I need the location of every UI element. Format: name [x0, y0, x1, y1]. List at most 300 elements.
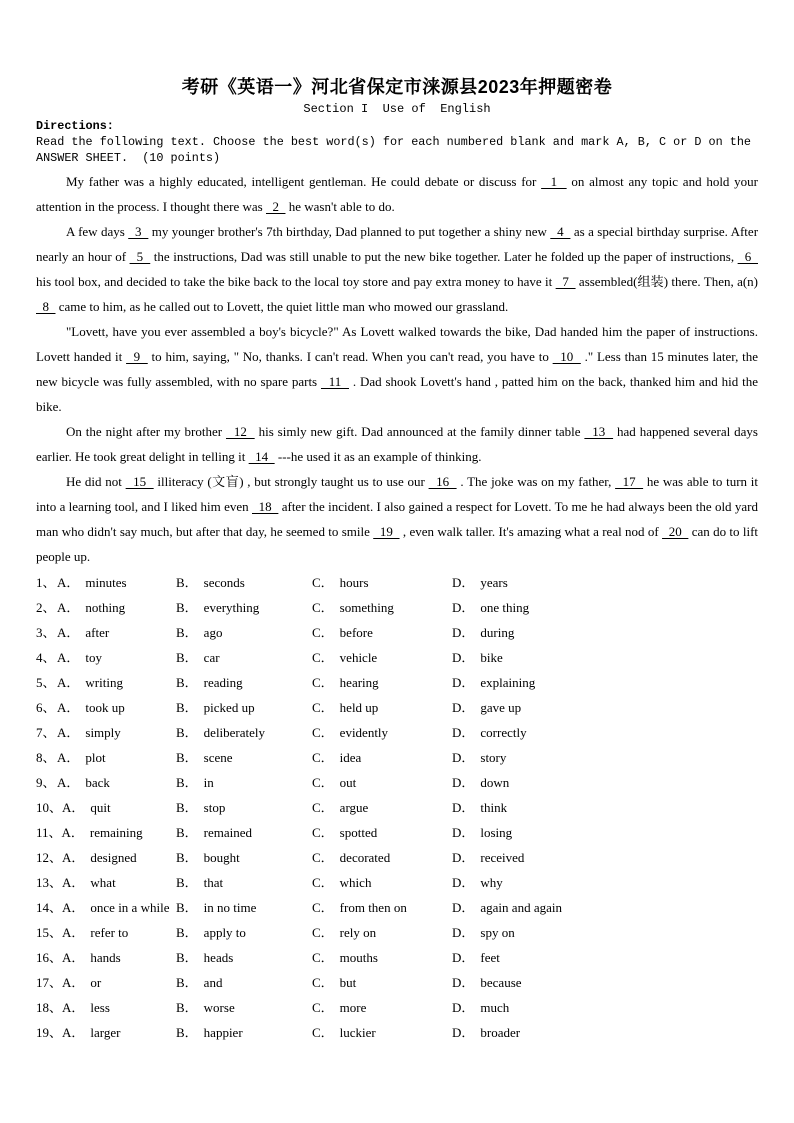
option-text: hearing [339, 675, 379, 690]
question-row [36, 820, 758, 845]
question-row [36, 970, 758, 995]
option-letter: C． [312, 650, 334, 665]
option-a [57, 620, 109, 645]
option-c [312, 970, 452, 995]
option-letter: B． [176, 1000, 198, 1015]
option-text: spy on [480, 925, 515, 940]
option-text: remained [203, 825, 253, 840]
option-a [57, 745, 106, 770]
option-b [176, 845, 312, 870]
question-number: 1、 [36, 575, 56, 590]
option-letter: D． [452, 625, 475, 640]
question-number: 6、 [36, 700, 56, 715]
option-c [312, 945, 452, 970]
option-letter: B． [176, 875, 198, 890]
option-letter: D． [452, 575, 475, 590]
question-number: 11、 [36, 825, 62, 840]
option-text: bike [480, 650, 503, 665]
question-number: 19、 [36, 1025, 63, 1040]
option-c [312, 720, 452, 745]
option-text: luckier [339, 1025, 376, 1040]
option-a [62, 1020, 120, 1045]
cloze-blank: 18 [252, 499, 279, 514]
option-c [312, 995, 452, 1020]
question-row [36, 895, 758, 920]
cloze-blank: 2 [265, 199, 286, 214]
option-d [452, 670, 758, 695]
option-d [452, 720, 758, 745]
option-letter: A． [62, 800, 85, 815]
option-letter: D． [452, 975, 475, 990]
option-letter: B． [176, 675, 198, 690]
option-letter: B． [176, 775, 198, 790]
option-text: back [85, 775, 110, 790]
option-letter: D． [452, 650, 475, 665]
question-cell-a [36, 845, 176, 870]
option-b [176, 820, 312, 845]
option-a [62, 845, 137, 870]
option-d [452, 795, 758, 820]
option-letter: A． [57, 725, 80, 740]
option-d [452, 745, 758, 770]
option-a [62, 895, 169, 920]
option-letter: D． [452, 1000, 475, 1015]
option-text: happier [203, 1025, 243, 1040]
option-letter: D． [452, 850, 475, 865]
option-b [176, 945, 312, 970]
option-text: less [90, 1000, 110, 1015]
option-c [312, 845, 452, 870]
option-a [62, 920, 128, 945]
option-letter: C． [312, 600, 334, 615]
option-text: worse [203, 1000, 235, 1015]
option-text: during [480, 625, 515, 640]
option-letter: C． [312, 700, 334, 715]
option-text: hands [90, 950, 121, 965]
cloze-blank: 4 [550, 224, 571, 239]
option-b [176, 795, 312, 820]
option-c [312, 770, 452, 795]
option-text: think [480, 800, 508, 815]
option-text: explaining [480, 675, 536, 690]
option-c [312, 745, 452, 770]
option-letter: C． [312, 950, 334, 965]
option-text: evidently [339, 725, 389, 740]
question-cell-a [36, 645, 176, 670]
option-text: or [90, 975, 102, 990]
option-letter: B． [176, 575, 198, 590]
cloze-blank: 11 [320, 374, 349, 389]
question-number: 9、 [36, 775, 56, 790]
question-cell-a [36, 1020, 176, 1045]
passage-paragraph: He did not 15 illiteracy (文盲) , but strongly taught us to use our 16 . The joke was on my father, 17 he was able to turn it into a learning tool, and I liked him even 18 after the incident. I also gained a respect for Lovett. To me he had always been the old yard man who didn't say much, but after that day, he seemed to smile 19 , even walk taller. It's amazing what a real nod of 20 can do to lift people up. [36, 474, 759, 564]
option-b [176, 720, 312, 745]
option-d [452, 820, 758, 845]
option-d [452, 845, 758, 870]
option-letter: B． [176, 975, 198, 990]
option-letter: D． [452, 800, 475, 815]
option-a [57, 595, 125, 620]
question-cell-a [36, 820, 176, 845]
option-letter: A． [57, 775, 80, 790]
option-letter: D． [452, 725, 475, 740]
question-cell-a [36, 870, 176, 895]
option-text: decorated [339, 850, 391, 865]
question-cell-a [36, 570, 176, 595]
question-cell-a [36, 945, 176, 970]
option-letter: D． [452, 700, 475, 715]
option-d [452, 570, 758, 595]
option-c [312, 1020, 452, 1045]
option-text: feet [480, 950, 500, 965]
option-text: much [480, 1000, 510, 1015]
option-text: out [339, 775, 357, 790]
question-cell-a [36, 970, 176, 995]
question-row [36, 720, 758, 745]
question-number: 7、 [36, 725, 56, 740]
option-d [452, 870, 758, 895]
directions-text: Read the following text. Choose the best word(s) for each numbered blank and mark A, B, C or D on the ANSWER SHEET. (10 points) [36, 135, 759, 165]
option-c [312, 570, 452, 595]
option-b [176, 770, 312, 795]
option-text: deliberately [203, 725, 266, 740]
question-number: 12、 [36, 850, 63, 865]
option-d [452, 695, 758, 720]
option-text: rely on [339, 925, 377, 940]
question-number: 18、 [36, 1000, 63, 1015]
option-text: remaining [89, 825, 143, 840]
option-letter: D． [452, 950, 475, 965]
question-number: 2、 [36, 600, 56, 615]
cloze-blank: 17 [615, 474, 644, 489]
option-text: one thing [480, 600, 530, 615]
option-letter: B． [176, 600, 198, 615]
option-b [176, 920, 312, 945]
option-letter: B． [176, 750, 198, 765]
question-cell-a [36, 920, 176, 945]
option-text: argue [339, 800, 369, 815]
option-b [176, 970, 312, 995]
cloze-blank: 8 [36, 299, 56, 314]
option-b [176, 695, 312, 720]
option-letter: D． [452, 600, 475, 615]
option-text: vehicle [339, 650, 378, 665]
option-letter: B． [176, 650, 198, 665]
option-text: writing [85, 675, 123, 690]
cloze-blank: 7 [555, 274, 576, 289]
option-letter: A． [62, 975, 85, 990]
option-letter: B． [176, 1025, 198, 1040]
option-letter: C． [312, 975, 334, 990]
option-d [452, 595, 758, 620]
option-text: after [85, 625, 110, 640]
option-text: broader [480, 1025, 521, 1040]
option-letter: C． [312, 1000, 334, 1015]
option-text: seconds [203, 575, 245, 590]
option-letter: C． [312, 800, 334, 815]
option-a [57, 770, 110, 795]
question-number: 4、 [36, 650, 56, 665]
option-text: reading [203, 675, 243, 690]
option-a [57, 670, 123, 695]
question-number: 10、 [36, 800, 63, 815]
option-text: but [339, 975, 357, 990]
option-letter: C． [312, 850, 334, 865]
question-row [36, 570, 758, 595]
option-text: what [90, 875, 116, 890]
option-letter: B． [176, 725, 198, 740]
question-cell-a [36, 995, 176, 1020]
cloze-blank: 16 [428, 474, 457, 489]
option-letter: A． [62, 875, 85, 890]
option-text: which [339, 875, 372, 890]
option-d [452, 620, 758, 645]
option-d [452, 770, 758, 795]
option-letter: C． [312, 900, 334, 915]
passage-paragraph: A few days 3 my younger brother's 7th birthday, Dad planned to put together a shiny new 4 as a special birthday surprise. After nearly an hour of 5 the instructions, Dad was still unable to put the new bike together. Later he folded up the paper of instructions, 6 his tool box, and decided to take the bike back to the local toy store and pay extra money to have it 7 assembled(组装) there. Then, a(n) 8 came to him, as he called out to Lovett, the quiet little man who mowed our grassland. [36, 224, 759, 314]
option-text: apply to [203, 925, 246, 940]
passage [36, 169, 758, 569]
option-text: again and again [480, 900, 562, 915]
question-row [36, 595, 758, 620]
question-row [36, 995, 758, 1020]
option-letter: D． [452, 675, 475, 690]
option-letter: A． [62, 850, 85, 865]
question-row [36, 770, 758, 795]
option-b [176, 1020, 312, 1045]
passage-paragraph: My father was a highly educated, intelligent gentleman. He could debate or discuss for 1 on almost any topic and hold your attention in the process. I thought there was 2 he wasn't able to do. [36, 174, 759, 214]
question-row [36, 870, 758, 895]
question-row [36, 620, 758, 645]
option-letter: C． [312, 750, 334, 765]
option-d [452, 945, 758, 970]
option-letter: D． [452, 875, 475, 890]
option-text: picked up [203, 700, 255, 715]
option-letter: C． [312, 775, 334, 790]
option-a [57, 695, 125, 720]
option-text: idea [339, 750, 362, 765]
option-a [62, 870, 116, 895]
option-letter: B． [176, 800, 198, 815]
option-a [57, 645, 102, 670]
option-a [62, 970, 101, 995]
option-a [62, 995, 110, 1020]
cloze-blank: 15 [125, 474, 154, 489]
option-text: held up [339, 700, 379, 715]
option-c [312, 695, 452, 720]
question-row [36, 745, 758, 770]
question-number: 3、 [36, 625, 56, 640]
option-letter: C． [312, 825, 334, 840]
option-text: hours [339, 575, 369, 590]
option-letter: A． [57, 600, 80, 615]
question-row [36, 670, 758, 695]
option-letter: C． [312, 725, 334, 740]
option-letter: B． [176, 850, 198, 865]
cloze-blank: 20 [662, 524, 689, 539]
option-text: scene [203, 750, 233, 765]
cloze-blank: 6 [737, 249, 758, 264]
option-text: more [339, 1000, 367, 1015]
question-row [36, 795, 758, 820]
question-cell-a [36, 745, 176, 770]
option-letter: C． [312, 675, 334, 690]
option-text: toy [85, 650, 103, 665]
option-text: gave up [480, 700, 522, 715]
option-letter: A． [57, 650, 80, 665]
option-letter: C． [312, 575, 334, 590]
option-letter: B． [176, 700, 198, 715]
option-c [312, 895, 452, 920]
question-number: 16、 [36, 950, 63, 965]
option-b [176, 895, 312, 920]
option-letter: A． [61, 825, 84, 840]
option-letter: D． [452, 750, 475, 765]
option-text: because [480, 975, 522, 990]
option-text: in no time [203, 900, 257, 915]
option-text: larger [90, 1025, 121, 1040]
question-number: 8、 [36, 750, 56, 765]
option-d [452, 970, 758, 995]
option-c [312, 620, 452, 645]
option-b [176, 620, 312, 645]
question-cell-a [36, 595, 176, 620]
option-letter: B． [176, 950, 198, 965]
option-d [452, 645, 758, 670]
option-text: before [339, 625, 373, 640]
option-text: why [480, 875, 503, 890]
option-letter: A． [57, 625, 80, 640]
cloze-blank: 13 [584, 424, 614, 439]
option-d [452, 920, 758, 945]
option-d [452, 895, 758, 920]
option-letter: A． [62, 1000, 85, 1015]
question-row [36, 695, 758, 720]
question-cell-a [36, 695, 176, 720]
option-letter: C． [312, 925, 334, 940]
option-b [176, 595, 312, 620]
question-number: 13、 [36, 875, 63, 890]
passage-paragraph: "Lovett, have you ever assembled a boy's bicycle?" As Lovett walked towards the bike, Dad handed him the paper of instructions. Lovett handed it 9 to him, saying, " No, thanks. I can't read. When you can't read, you have to 10 ." Less than 15 minutes later, the new bicycle was fully assembled, with no spare parts 11 . Dad shook Lovett's hand , patted him on the back, thanked him and hid the bike. [36, 324, 758, 414]
cloze-blank: 3 [128, 224, 149, 239]
option-letter: A． [57, 675, 80, 690]
option-text: years [480, 575, 508, 590]
option-text: in [203, 775, 214, 790]
option-text: simply [85, 725, 121, 740]
question-number: 14、 [36, 900, 63, 915]
directions [36, 118, 758, 166]
option-c [312, 645, 452, 670]
option-letter: A． [62, 1025, 85, 1040]
cloze-blank: 5 [129, 249, 151, 264]
option-letter: D． [452, 825, 475, 840]
option-text: quit [90, 800, 111, 815]
question-number: 5、 [36, 675, 56, 690]
option-a [62, 795, 111, 820]
option-letter: A． [62, 900, 85, 915]
option-c [312, 595, 452, 620]
option-letter: A． [57, 750, 80, 765]
option-c [312, 870, 452, 895]
option-text: correctly [480, 725, 527, 740]
directions-label: Directions: [36, 119, 114, 133]
cloze-blank: 1 [541, 174, 567, 189]
option-a [57, 720, 121, 745]
passage-paragraph: On the night after my brother 12 his simly new gift. Dad announced at the family dinner table 13 had happened several days earlier. He took great delight in telling it 14 ---he used it as an example of thinking. [36, 424, 758, 464]
option-letter: A． [62, 950, 85, 965]
option-c [312, 670, 452, 695]
option-text: stop [203, 800, 226, 815]
option-text: and [203, 975, 223, 990]
question-cell-a [36, 795, 176, 820]
option-d [452, 995, 758, 1020]
cloze-blank: 9 [126, 349, 148, 364]
option-b [176, 995, 312, 1020]
option-text: plot [85, 750, 106, 765]
option-letter: A． [62, 925, 85, 940]
option-letter: D． [452, 925, 475, 940]
option-text: spotted [339, 825, 378, 840]
option-text: minutes [85, 575, 127, 590]
option-text: car [203, 650, 220, 665]
option-text: heads [203, 950, 234, 965]
question-cell-a [36, 620, 176, 645]
option-text: mouths [339, 950, 378, 965]
question-row [36, 920, 758, 945]
option-text: once in a while [90, 900, 170, 915]
cloze-blank: 14 [248, 449, 275, 464]
option-text: designed [90, 850, 137, 865]
option-d [452, 1020, 758, 1045]
option-text: nothing [85, 600, 126, 615]
option-letter: C． [312, 1025, 334, 1040]
option-a [57, 570, 127, 595]
option-c [312, 795, 452, 820]
option-text: took up [85, 700, 125, 715]
option-b [176, 670, 312, 695]
option-c [312, 820, 452, 845]
option-letter: B． [176, 900, 198, 915]
option-c [312, 920, 452, 945]
option-text: from then on [339, 900, 407, 915]
option-b [176, 570, 312, 595]
option-text: that [203, 875, 224, 890]
option-text: something [339, 600, 394, 615]
option-letter: D． [452, 900, 475, 915]
option-a [62, 820, 143, 845]
question-row [36, 845, 758, 870]
option-letter: A． [57, 575, 80, 590]
questions [36, 570, 758, 1045]
option-text: everything [203, 600, 260, 615]
option-text: received [480, 850, 525, 865]
option-letter: D． [452, 775, 475, 790]
question-cell-a [36, 670, 176, 695]
option-letter: B． [176, 825, 198, 840]
question-number: 15、 [36, 925, 63, 940]
cloze-blank: 12 [225, 424, 255, 439]
question-row [36, 645, 758, 670]
option-letter: C． [312, 625, 334, 640]
option-b [176, 745, 312, 770]
option-b [176, 645, 312, 670]
question-row [36, 945, 758, 970]
option-text: losing [480, 825, 513, 840]
cloze-blank: 10 [552, 349, 581, 364]
section-heading: Section I Use of English [303, 102, 491, 116]
question-cell-a [36, 770, 176, 795]
option-letter: C． [312, 875, 334, 890]
